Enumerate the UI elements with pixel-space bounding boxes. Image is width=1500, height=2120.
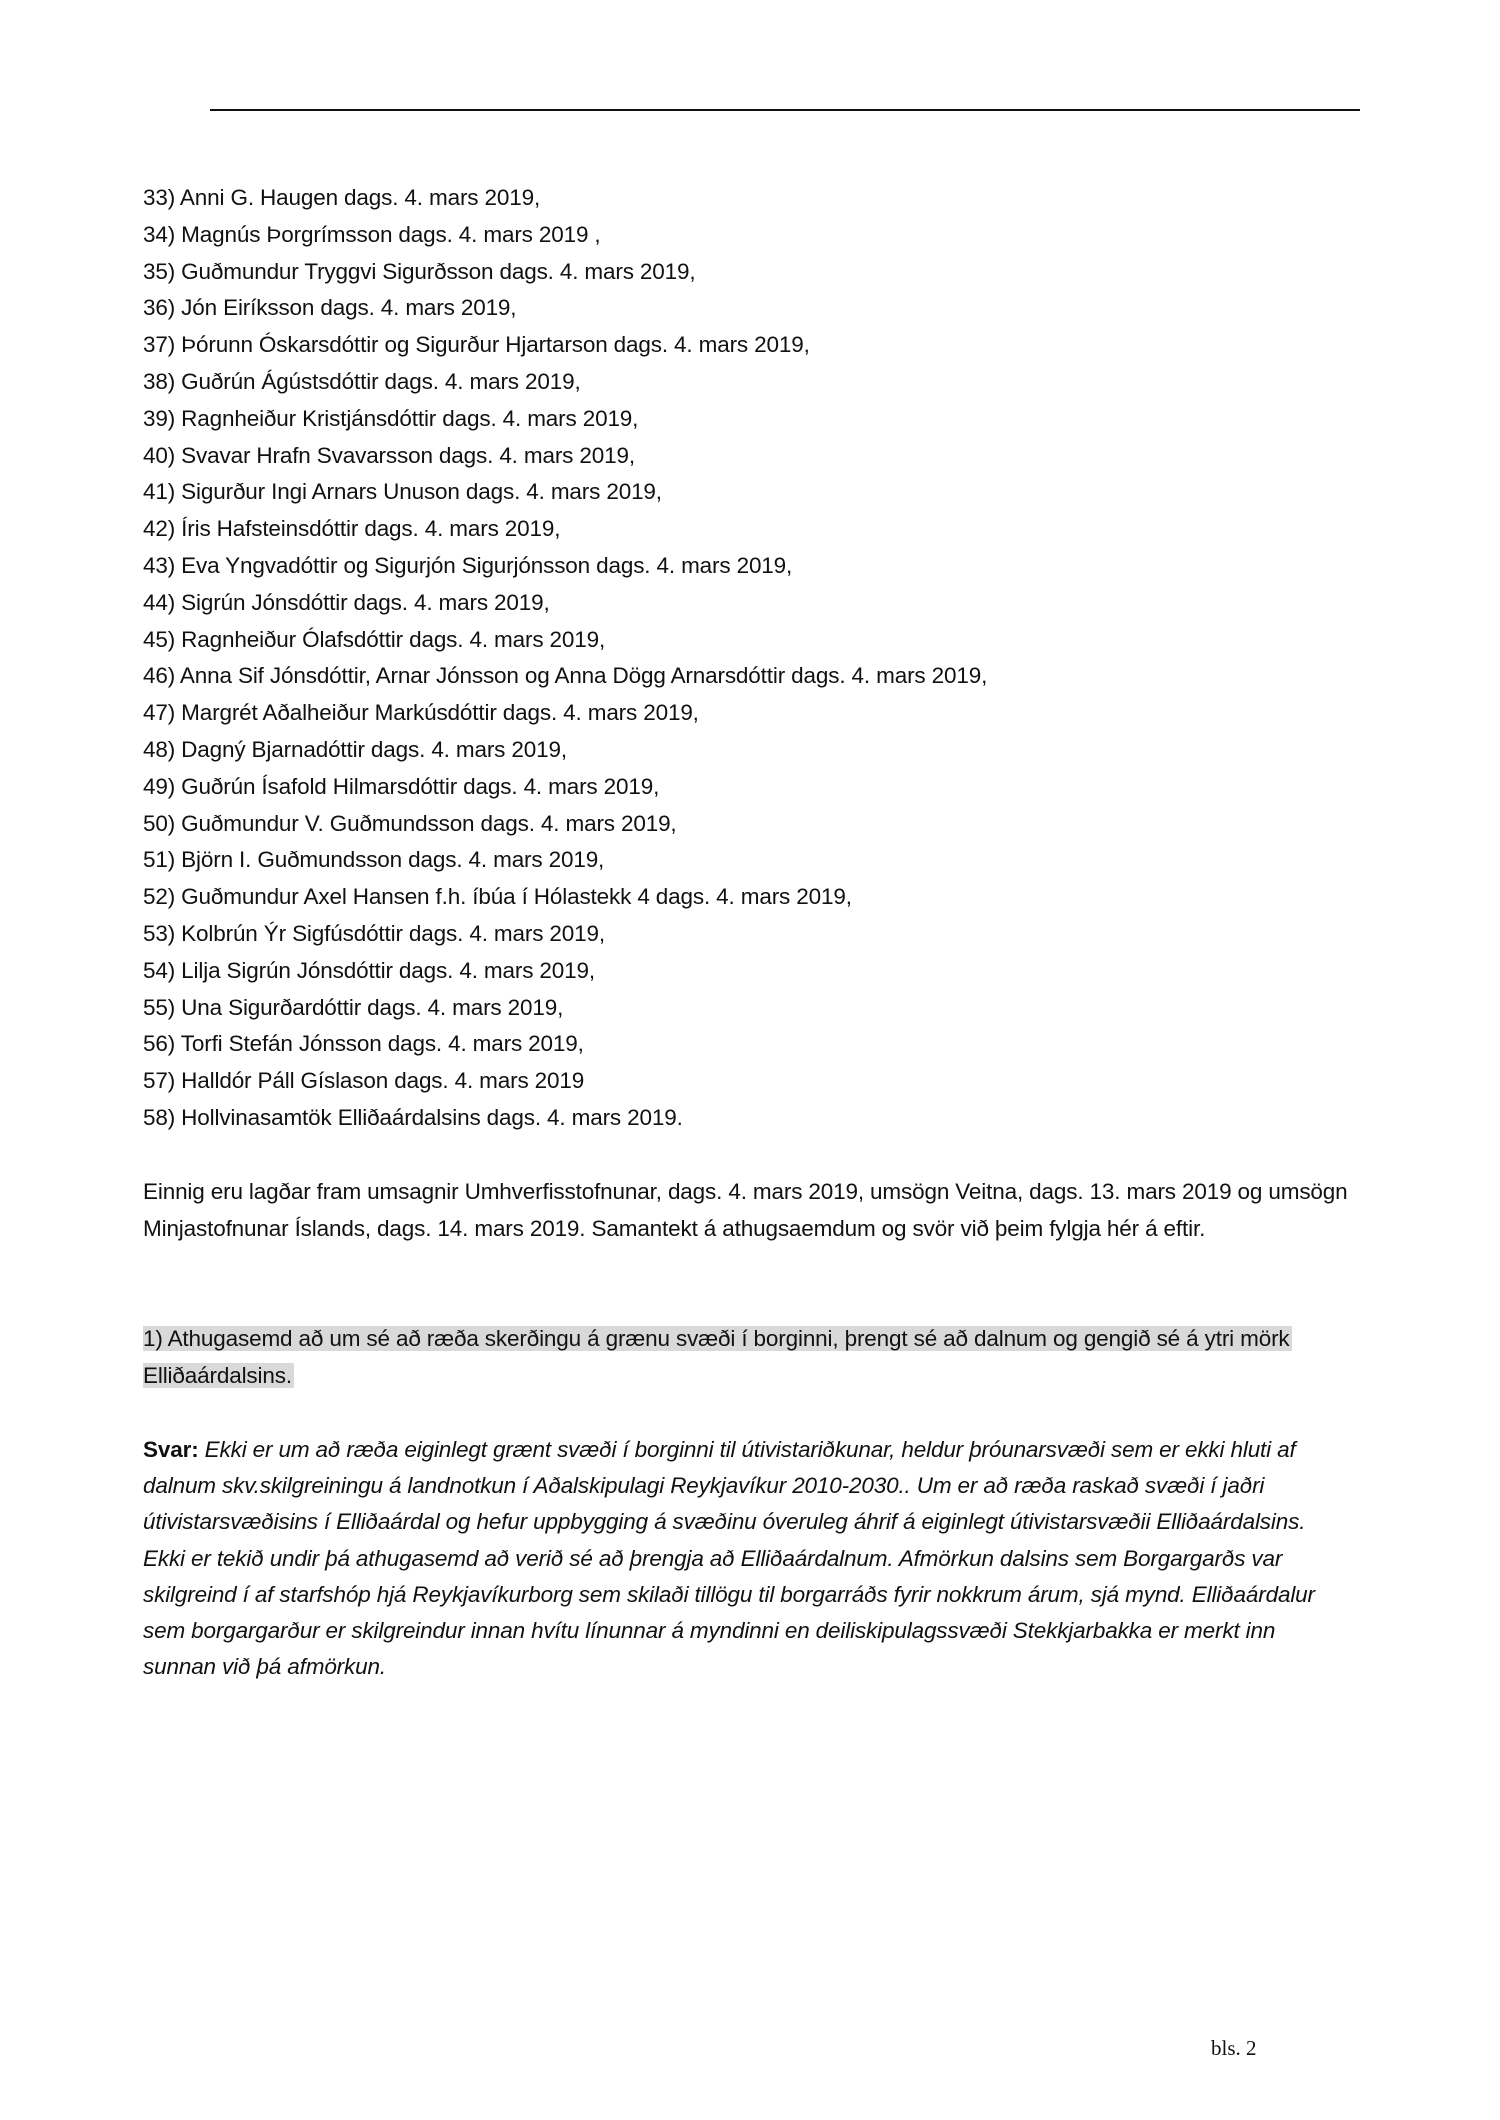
list-item: 37) Þórunn Óskarsdóttir og Sigurður Hjartarson dags. 4. mars 2019, [143,332,810,358]
comment-heading [143,1321,1313,1395]
submission-list [143,180,1358,1137]
list-item: 42) Íris Hafsteinsdóttir dags. 4. mars 2019, [143,516,561,542]
list-item: 49) Guðrún Ísafold Hilmarsdóttir dags. 4. mars 2019, [143,773,660,799]
list-item: 56) Torfi Stefán Jónsson dags. 4. mars 2019, [143,1031,584,1057]
answer-body: Ekki er um að ræða eiginlegt grænt svæði í borginni til útivistariðkunar, heldur þróunarsvæði sem er ekki hluti af dalnum skv.skilgreiningu á landnotkun í Aðalskipulagi Reykjavíkur 2010-2030.. Um er að ræða raskað svæði í jaðri útivistarsvæðisins í Elliðaárdal og hefur uppbygging á svæðinu óveruleg áhrif á eiginlegt útivistarsvæðii Elliðaárdalsins. Ekki er tekið undir þá athugasemd að verið sé að þrengja að Elliðaárdalnum. Afmörkun dalsins sem Borgargarðs var skilgreind í af starfshóp hjá Reykjavíkurborg sem skilaði tillögu til borgarráðs fyrir nokkrum árum, sjá mynd. Elliðaárdalur sem borgargarður er skilgreindur innan hvítu línunnar á myndinni en deiliskipulagssvæði Stekkjarbakka er merkt inn sunnan við þá afmörkun. [143,1437,1315,1680]
list-item: 58) Hollvinasamtök Elliðaárdalsins dags. 4. mars 2019. [143,1104,683,1130]
list-item: 41) Sigurður Ingi Arnars Unuson dags. 4. mars 2019, [143,479,662,505]
list-item: 43) Eva Yngvadóttir og Sigurjón Sigurjónsson dags. 4. mars 2019, [143,552,793,578]
list-item: 51) Björn I. Guðmundsson dags. 4. mars 2019, [143,847,605,873]
list-item: 44) Sigrún Jónsdóttir dags. 4. mars 2019, [143,589,550,615]
list-item: 33) Anni G. Haugen dags. 4. mars 2019, [143,185,541,210]
list-item: 48) Dagný Bjarnadóttir dags. 4. mars 2019, [143,736,567,762]
list-item: 34) Magnús Þorgrímsson dags. 4. mars 2019 , [143,221,601,247]
list-item: 35) Guðmundur Tryggvi Sigurðsson dags. 4. mars 2019, [143,258,696,284]
list-item: 57) Halldór Páll Gíslason dags. 4. mars 2019 [143,1068,585,1094]
list-item: 55) Una Sigurðardóttir dags. 4. mars 2019, [143,994,564,1020]
answer-paragraph [143,1432,1348,1685]
list-item: 36) Jón Eiríksson dags. 4. mars 2019, [143,295,517,321]
list-item: 47) Margrét Aðalheiður Markúsdóttir dags. 4. mars 2019, [143,700,699,726]
list-item: 53) Kolbrún Ýr Sigfúsdóttir dags. 4. mars 2019, [143,920,605,946]
answer-label: Svar: [143,1437,199,1462]
header-rule [210,109,1360,111]
list-item: 40) Svavar Hrafn Svavarsson dags. 4. mars 2019, [143,442,635,468]
list-item: 54) Lilja Sigrún Jónsdóttir dags. 4. mars 2019, [143,957,595,983]
intro-paragraph: Einnig eru lagðar fram umsagnir Umhverfisstofnunar, dags. 4. mars 2019, umsögn Veitna, dags. 13. mars 2019 og umsögn Minjastofnunar Íslands, dags. 14. mars 2019. Samantekt á athugsaemdum og svör við þeim fylgja hér á eftir. [143,1179,1348,1241]
list-item: 46) Anna Sif Jónsdóttir, Arnar Jónsson og Anna Dögg Arnarsdóttir dags. 4. mars 2019, [143,663,988,689]
list-item: 38) Guðrún Ágústsdóttir dags. 4. mars 2019, [143,368,581,394]
list-item: 52) Guðmundur Axel Hansen f.h. íbúa í Hólastekk 4 dags. 4. mars 2019, [143,884,852,910]
list-item: 39) Ragnheiður Kristjánsdóttir dags. 4. mars 2019, [143,405,639,431]
list-item: 45) Ragnheiður Ólafsdóttir dags. 4. mars 2019, [143,626,606,652]
page-number: bls. 2 [1211,2036,1257,2060]
list-item: 50) Guðmundur V. Guðmundsson dags. 4. mars 2019, [143,810,677,836]
comment-highlight-text: 1) Athugasemd að um sé að ræða skerðingu á grænu svæði í borginni, þrengt sé að dalnum og gengið sé á ytri mörk Elliðaárdalsins. [143,1326,1290,1388]
